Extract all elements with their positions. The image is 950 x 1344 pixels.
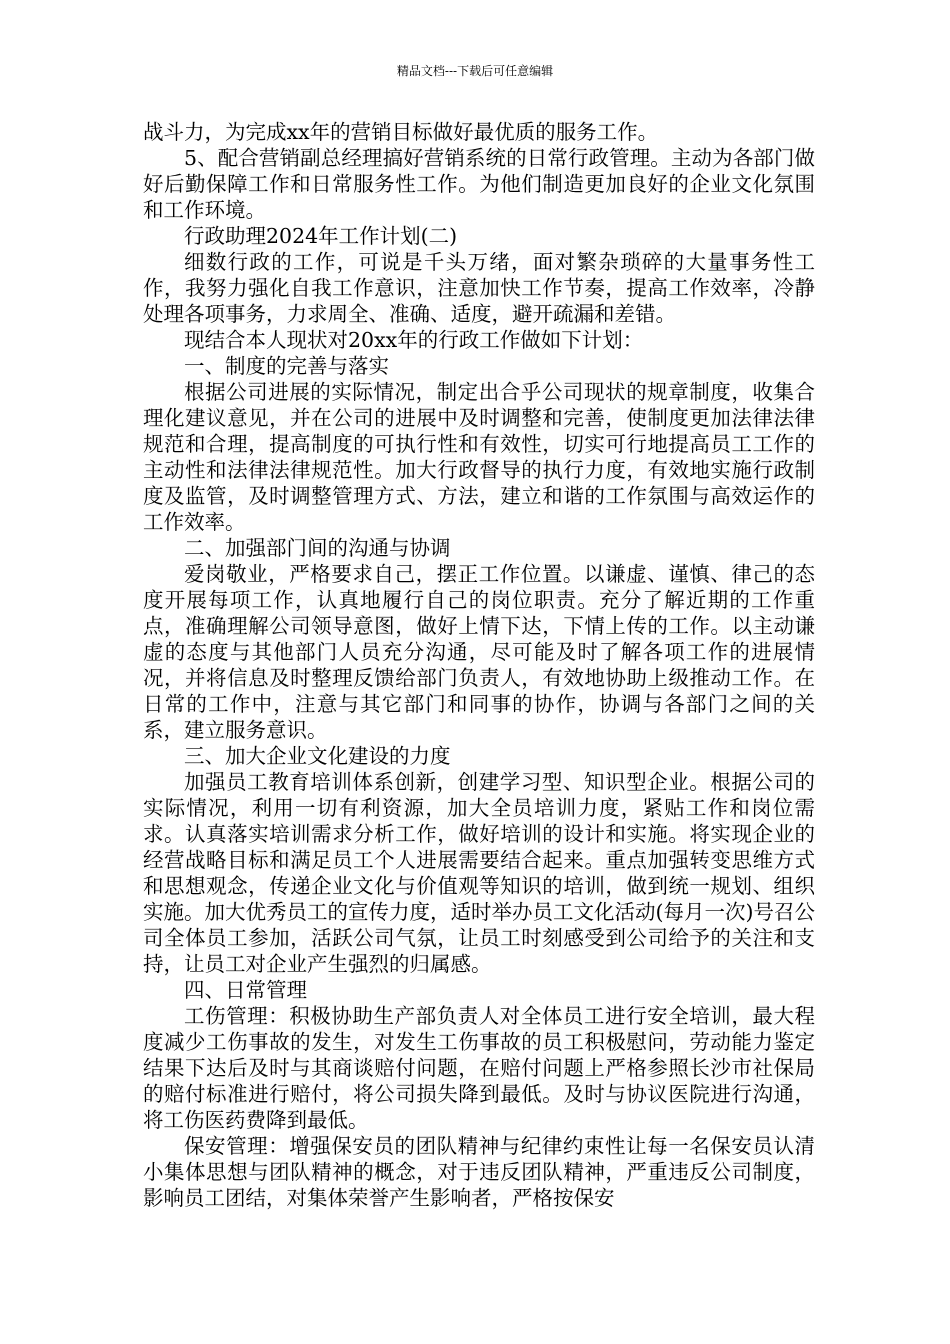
paragraph: 5、配合营销副总经理搞好营销系统的日常行政管理。主动为各部门做好后勤保障工作和日常服务性工作。为他们制造更加良好的企业文化氛围和工作环境。	[143, 146, 815, 222]
paragraph: 工伤管理：积极协助生产部负责人对全体员工进行安全培训，最大程度减少工伤事故的发生，对发生工伤事故的员工积极慰问，劳动能力鉴定结果下达后及时与其商谈赔付问题，在赔付问题上严格参照长沙市社保局的赔付标准进行赔付，将公司损失降到最低。及时与协议医院进行沟通，将工伤医药费降到最低。	[143, 1004, 815, 1132]
paragraph: 爱岗敬业，严格要求自己，摆正工作位置。以谦虚、谨慎、律己的态度开展每项工作，认真地履行自己的岗位职责。充分了解近期的工作重点，准确理解公司领导意图，做好上情下达，下情上传的工作。以主动谦虚的态度与其他部门人员充分沟通，尽可能及时了解各项工作的进展情况，并将信息及时整理反馈给部门负责人，有效地协助上级推动工作。在日常的工作中，注意与其它部门和同事的协作，协调与各部门之间的关系，建立服务意识。	[143, 562, 815, 742]
paragraph: 细数行政的工作，可说是千头万绪，面对繁杂琐碎的大量事务性工作，我努力强化自我工作意识，注意加快工作节奏，提高工作效率，冷静处理各项事务，力求周全、准确、适度，避开疏漏和差错。	[143, 250, 815, 326]
page-header: 精品文档---下载后可任意编辑	[396, 64, 554, 78]
section-heading: 四、日常管理	[184, 978, 307, 1002]
section-heading: 三、加大企业文化建设的力度	[184, 744, 451, 768]
paragraph: 战斗力，为完成xx年的营销目标做好最优质的服务工作。	[143, 120, 659, 144]
paragraph: 根据公司进展的实际情况，制定出合乎公司现状的规章制度，收集合理化建议意见，并在公司的进展中及时调整和完善，使制度更加法律法律规范和合理，提高制度的可执行性和有效性，切实可行地提高员工工作的主动性和法律法律规范性。加大行政督导的执行力度，有效地实施行政制度及监管，及时调整管理方式、方法，建立和谐的工作氛围与高效运作的工作效率。	[143, 380, 815, 534]
section-heading: 一、制度的完善与落实	[184, 354, 389, 378]
section-heading: 二、加强部门间的沟通与协调	[184, 536, 451, 560]
document-body	[143, 119, 815, 1211]
paragraph: 加强员工教育培训体系创新，创建学习型、知识型企业。根据公司的实际情况，利用一切有利资源，加大全员培训力度，紧贴工作和岗位需求。认真落实培训需求分析工作，做好培训的设计和实施。将实现企业的经营战略目标和满足员工个人进展需要结合起来。重点加强转变思维方式和思想观念，传递企业文化与价值观等知识的培训，做到统一规划、组织实施。加大优秀员工的宣传力度，适时举办员工文化活动(每月一次)号召公司全体员工参加，活跃公司气氛，让员工时刻感受到公司给予的关注和支持，让员工对企业产生强烈的归属感。	[143, 770, 815, 976]
paragraph: 现结合本人现状对20xx年的行政工作做如下计划：	[184, 328, 644, 352]
paragraph: 保安管理：增强保安员的团队精神与纪律约束性让每一名保安员认清小集体思想与团队精神的概念，对于违反团队精神，严重违反公司制度，影响员工团结，对集体荣誉产生影响者，严格按保安	[143, 1134, 815, 1210]
section-title: 行政助理2024年工作计划(二)	[184, 224, 458, 248]
